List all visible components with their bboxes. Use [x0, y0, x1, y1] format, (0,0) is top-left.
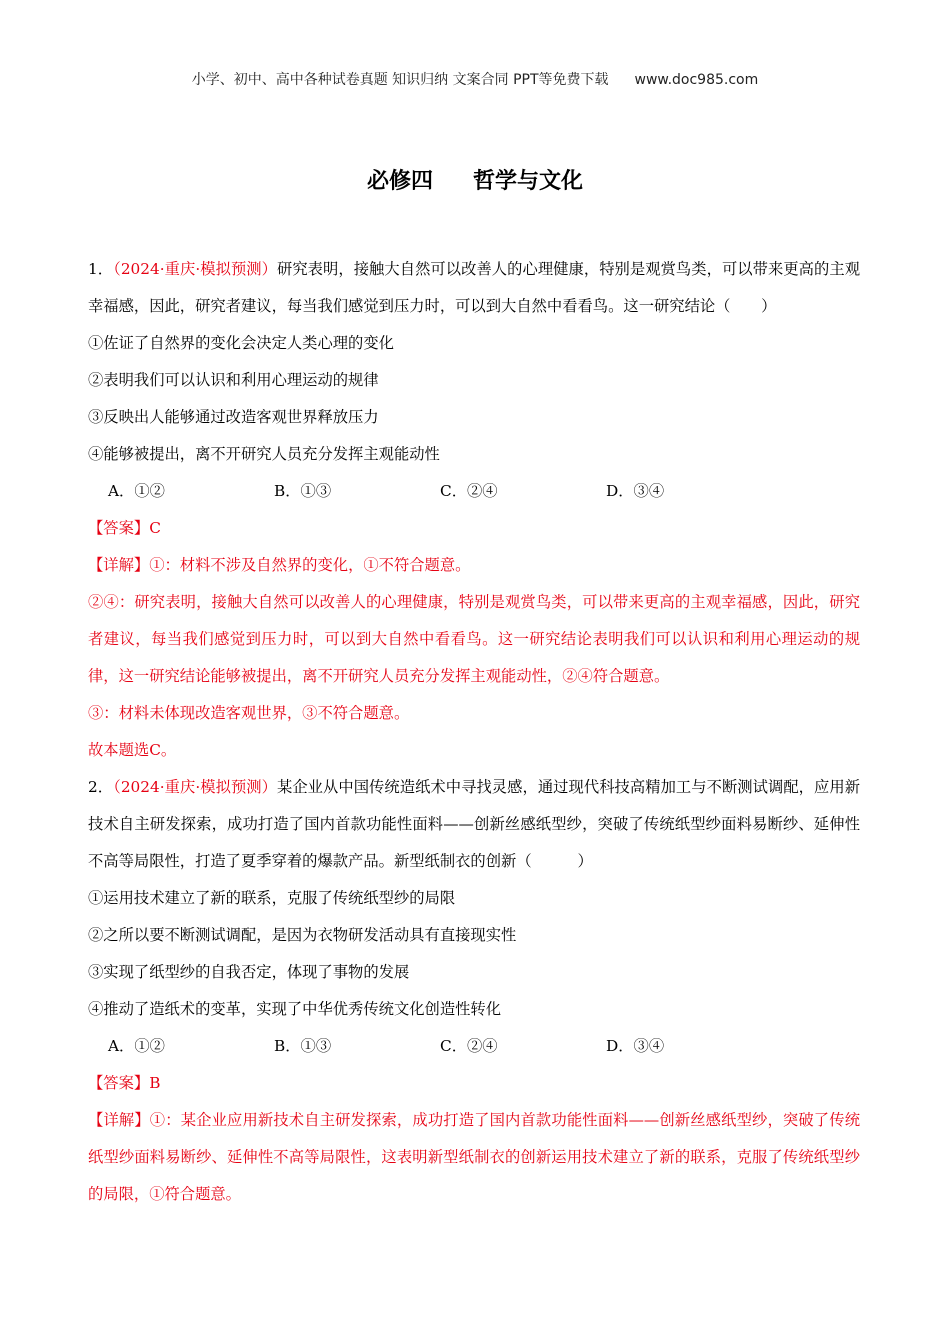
question-1-item: ①佐证了自然界的变化会决定人类心理的变化	[88, 334, 394, 352]
option-d: D．③④	[606, 482, 665, 500]
option-c: C．②④	[440, 1037, 498, 1055]
page-header	[0, 69, 950, 89]
answer-label: 【答案】	[88, 1074, 150, 1092]
question-1-detail: ③：材料未体现改造客观世界，③不符合题意。	[88, 704, 410, 722]
answer-label: 【答案】	[88, 519, 150, 537]
detail-label: 【详解】	[88, 1111, 150, 1129]
question-source: （2024·重庆·模拟预测）	[113, 778, 277, 796]
question-2-detail	[88, 1102, 860, 1213]
option-d: D．③④	[606, 1037, 665, 1055]
option-b: B．①③	[274, 1037, 332, 1055]
question-1-detail	[88, 547, 860, 584]
question-source: （2024·重庆·模拟预测）	[113, 260, 277, 278]
document-body	[88, 251, 860, 1213]
question-2-item: ②之所以要不断测试调配，是因为衣物研发活动具有直接现实性	[88, 926, 517, 944]
question-1-options	[88, 473, 860, 510]
header-site-link[interactable]: www.doc985.com	[634, 72, 759, 88]
question-stem: 某企业从中国传统造纸术中寻找灵感，通过现代科技高精加工与不断测试调配，应用新技术自主研发探索，成功打造了国内首款功能性面料——创新丝感纸型纱，突破了传统纸型纱面料易断纱、延伸性不高等局限性，打造了夏季穿着的爆款产品。新型纸制衣的创新（ ）	[88, 778, 860, 870]
question-1-answer	[88, 510, 860, 547]
question-1-item: ④能够被提出，离不开研究人员充分发挥主观能动性	[88, 445, 440, 463]
title-subject: 哲学与文化	[473, 169, 584, 194]
option-a: A．①②	[108, 1037, 165, 1055]
answer-value: C	[149, 519, 161, 537]
detail-text: ①：材料不涉及自然界的变化，①不符合题意。	[149, 556, 471, 574]
question-2-options	[88, 1028, 860, 1065]
question-1-detail: ②④：研究表明，接触大自然可以改善人的心理健康，特别是观赏鸟类，可以带来更高的主观幸福感，因此，研究者建议，每当我们感觉到压力时，可以到大自然中看看鸟。这一研究结论表明我们可以认识和利用心理运动的规律，这一研究结论能够被提出，离不开研究人员充分发挥主观能动性，②④符合题意。	[88, 593, 860, 685]
question-number: 1．	[88, 260, 114, 278]
option-c: C．②④	[440, 482, 498, 500]
question-2-answer	[88, 1065, 860, 1102]
question-2-item: ④推动了造纸术的变革，实现了中华优秀传统文化创造性转化	[88, 1000, 502, 1018]
question-1-stem	[88, 251, 860, 325]
question-stem: 研究表明，接触大自然可以改善人的心理健康，特别是观赏鸟类，可以带来更高的主观幸福感，因此，研究者建议，每当我们感觉到压力时，可以到大自然中看看鸟。这一研究结论（ ）	[88, 260, 860, 315]
question-1-item: ②表明我们可以认识和利用心理运动的规律	[88, 371, 379, 389]
answer-value: B	[149, 1074, 161, 1092]
option-b: B．①③	[274, 482, 332, 500]
question-number: 2．	[88, 778, 114, 796]
page-title	[0, 164, 950, 195]
question-2-item: ③实现了纸型纱的自我否定，体现了事物的发展	[88, 963, 410, 981]
detail-text: ①：某企业应用新技术自主研发探索，成功打造了国内首款功能性面料——创新丝感纸型纱，突破了传统纸型纱面料易断纱、延伸性不高等局限性，这表明新型纸制衣的创新运用技术建立了新的联系，克服了传统纸型纱的局限，①符合题意。	[88, 1111, 860, 1203]
header-text: 小学、初中、高中各种试卷真题 知识归纳 文案合同 PPT等免费下载	[191, 72, 609, 88]
question-2-item: ①运用技术建立了新的联系，克服了传统纸型纱的局限	[88, 889, 456, 907]
question-1-conclusion: 故本题选C。	[88, 741, 177, 759]
question-1-item: ③反映出人能够通过改造客观世界释放压力	[88, 408, 379, 426]
question-2-stem	[88, 769, 860, 880]
option-a: A．①②	[108, 482, 165, 500]
title-module: 必修四	[366, 169, 433, 194]
detail-label: 【详解】	[88, 556, 150, 574]
